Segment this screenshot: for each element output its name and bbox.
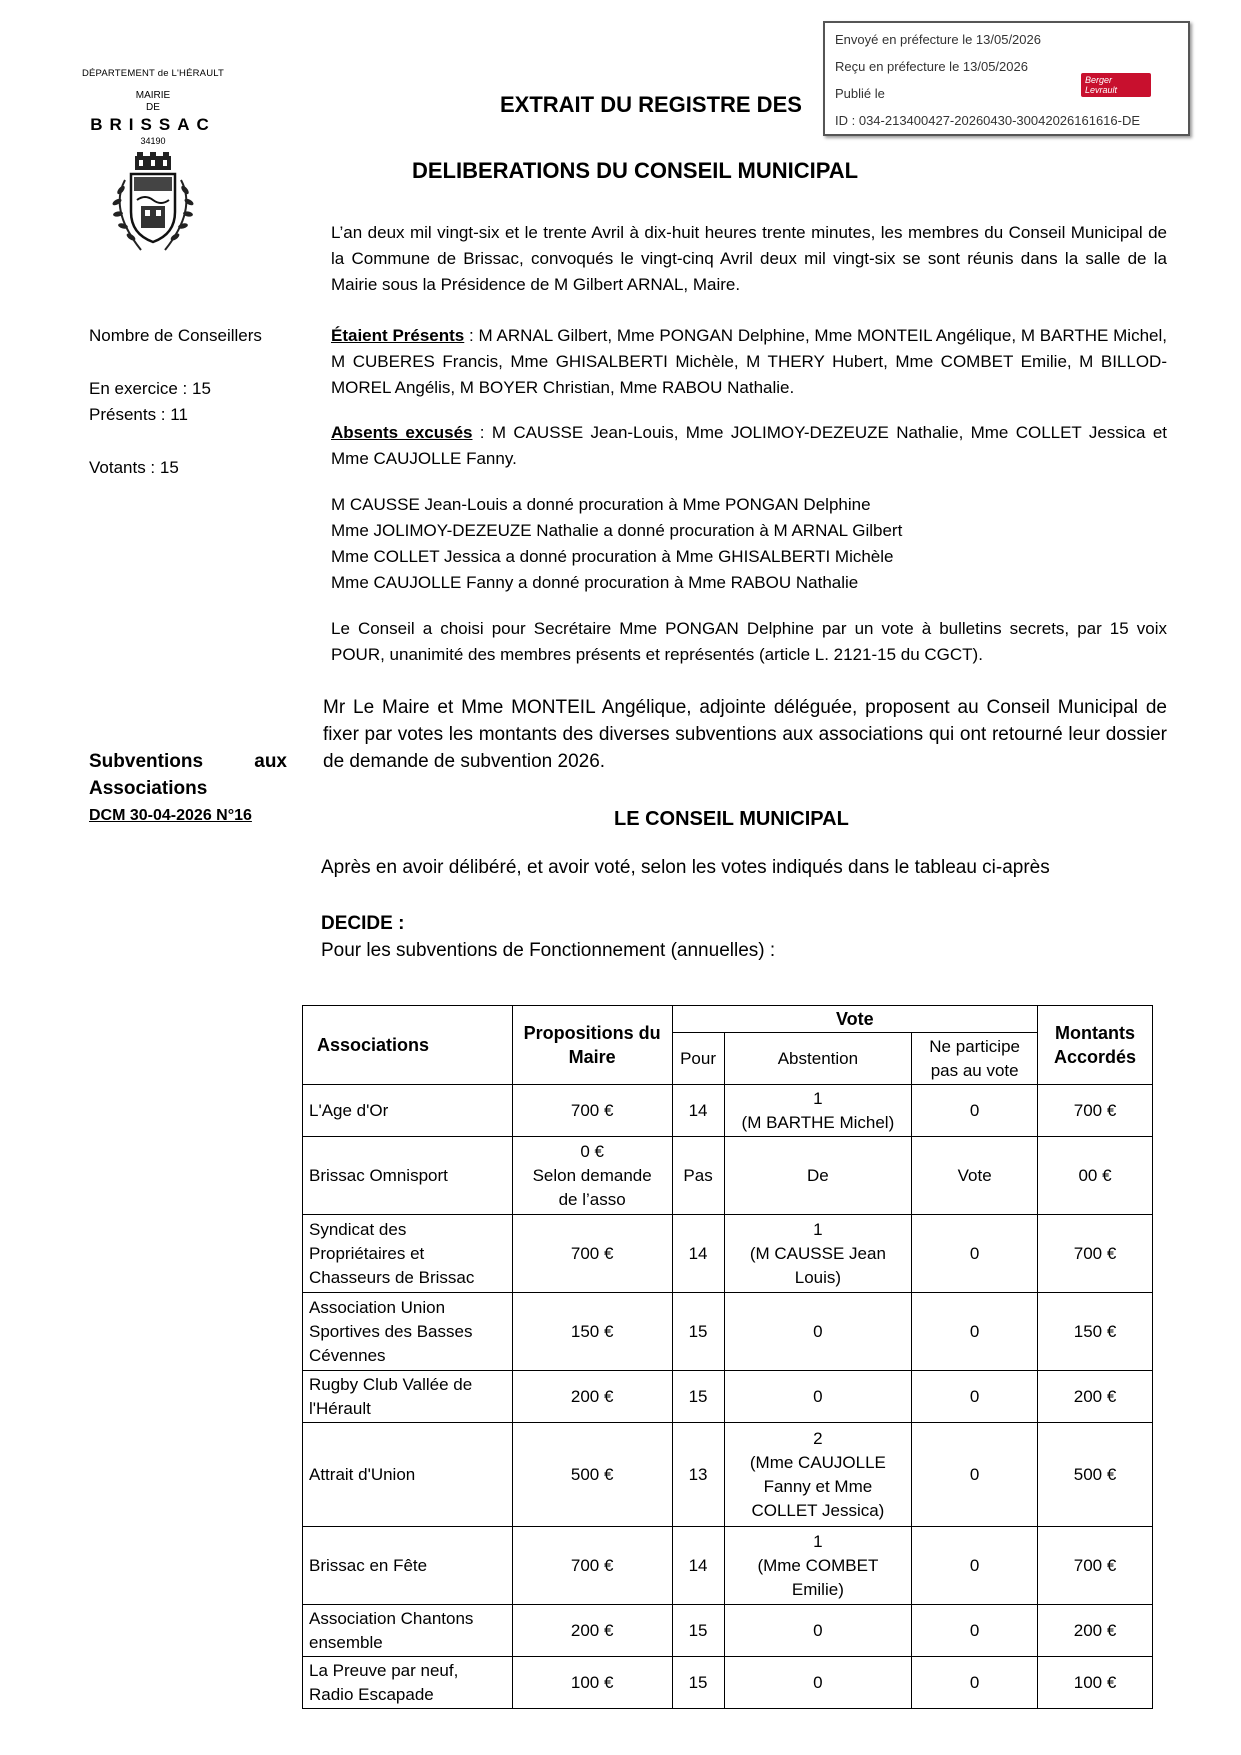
table-row <box>303 1657 1153 1709</box>
votants-count: Votants : 15 <box>89 458 179 477</box>
cell-pour: 15 <box>672 1605 724 1657</box>
cell-abst: 1 (M CAUSSE Jean Louis) <box>724 1215 912 1293</box>
cell-prop: 200 € <box>512 1605 672 1657</box>
subject-title: Subventions aux Associations DCM 30-04-2026 N°16 <box>89 748 287 829</box>
berger-levrault-logo: Berger Levrault <box>1081 73 1151 97</box>
table-row <box>303 1085 1153 1137</box>
cell-pour: Pas <box>672 1137 724 1215</box>
stamp-sent: Envoyé en préfecture le 13/05/2026 <box>835 32 1041 47</box>
cell-ne: 0 <box>912 1371 1038 1423</box>
header-pour: Pour <box>672 1033 724 1085</box>
procuration-line: Mme JOLIMOY-DEZEUZE Nathalie a donné procuration à M ARNAL Gilbert <box>331 521 903 540</box>
subventions-table <box>302 1005 1153 1709</box>
deliberation-reference: DCM 30-04-2026 N°16 <box>89 807 252 824</box>
stamp-published: Publié le <box>835 86 885 101</box>
presents-label: Étaient Présents <box>331 326 465 345</box>
table-row <box>303 1527 1153 1605</box>
cell-pour: 15 <box>672 1657 724 1709</box>
header-ne-participe: Ne participe pas au vote <box>912 1033 1038 1085</box>
table-row <box>303 1605 1153 1657</box>
table-row <box>303 1371 1153 1423</box>
presents-count: Présents : 11 <box>89 405 188 424</box>
cell-assoc: Brissac Omnisport <box>303 1137 513 1215</box>
cell-assoc: Association Chantons ensemble <box>303 1605 513 1657</box>
cell-ne: 0 <box>912 1527 1038 1605</box>
stamp-id: ID : 034-213400427-20260430-30042026161616-DE <box>835 113 1141 128</box>
cell-montant: 200 € <box>1038 1371 1153 1423</box>
page-subtitle: DELIBERATIONS DU CONSEIL MUNICIPAL <box>412 158 859 183</box>
header-propositions: Propositions du Maire <box>512 1006 672 1085</box>
cell-montant: 100 € <box>1038 1657 1153 1709</box>
cell-prop: 100 € <box>512 1657 672 1709</box>
conseil-heading: LE CONSEIL MUNICIPAL <box>614 808 849 830</box>
table-row <box>303 1215 1153 1293</box>
intro-paragraph: L’an deux mil vingt-six et le trente Avril à dix-huit heures trente minutes, les membres du Conseil Municipal de la Commune de Brissac, convoqués le vingt-cinq Avril deux mil vingt-six se sont réunis dans la salle de la Mairie sous la Présidence de M Gilbert ARNAL, Maire. <box>331 223 1167 294</box>
cell-abst: 1 (M BARTHE Michel) <box>724 1085 912 1137</box>
cell-abst: 0 <box>724 1371 912 1423</box>
cell-abst: 2 (Mme CAUJOLLE Fanny et Mme COLLET Jessica) <box>724 1423 912 1527</box>
absents-paragraph <box>331 420 1167 472</box>
stamp-received: Reçu en préfecture le 13/05/2026 <box>835 59 1028 74</box>
cell-montant: 150 € <box>1038 1293 1153 1371</box>
table-row <box>303 1137 1153 1215</box>
page-title: EXTRAIT DU REGISTRE DES <box>500 92 802 117</box>
cell-prop: 150 € <box>512 1293 672 1371</box>
table-row <box>303 1293 1153 1371</box>
header-vote: Vote <box>672 1006 1037 1033</box>
mairie-header <box>68 68 238 262</box>
cell-assoc: Brissac en Fête <box>303 1527 513 1605</box>
cell-ne: 0 <box>912 1215 1038 1293</box>
absents-label: Absents excusés <box>331 423 473 442</box>
cell-montant: 200 € <box>1038 1605 1153 1657</box>
cell-pour: 14 <box>672 1215 724 1293</box>
decide-heading: DECIDE : <box>321 913 405 934</box>
cell-pour: 15 <box>672 1293 724 1371</box>
cell-abst: 0 <box>724 1605 912 1657</box>
cell-ne: 0 <box>912 1293 1038 1371</box>
procuration-line: Mme CAUJOLLE Fanny a donné procuration à Mme RABOU Nathalie <box>331 573 859 592</box>
cell-montant: 700 € <box>1038 1085 1153 1137</box>
procuration-line: M CAUSSE Jean-Louis a donné procuration à Mme PONGAN Delphine <box>331 495 871 514</box>
cell-prop: 700 € <box>512 1215 672 1293</box>
header-associations: Associations <box>303 1006 513 1085</box>
municipal-crest-icon <box>101 150 205 262</box>
cell-abst: De <box>724 1137 912 1215</box>
apres-paragraph: Après en avoir délibéré, et avoir voté, selon les votes indiqués dans le tableau ci-après <box>321 857 1050 878</box>
cell-abst: 0 <box>724 1657 912 1709</box>
cell-assoc: L'Age d'Or <box>303 1085 513 1137</box>
cell-assoc: Syndicat des Propriétaires et Chasseurs de Brissac <box>303 1215 513 1293</box>
secretaire-paragraph: Le Conseil a choisi pour Secrétaire Mme PONGAN Delphine par un vote à bulletins secrets, par 15 voix POUR, unanimité des membres présents et représentés (article L. 2121-15 du CGCT). <box>331 619 1167 664</box>
cell-abst: 1 (Mme COMBET Emilie) <box>724 1527 912 1605</box>
cell-prop: 200 € <box>512 1371 672 1423</box>
cell-ne: 0 <box>912 1423 1038 1527</box>
cell-pour: 15 <box>672 1371 724 1423</box>
cell-montant: 500 € <box>1038 1423 1153 1527</box>
cell-montant: 00 € <box>1038 1137 1153 1215</box>
prefecture-stamp <box>823 21 1190 136</box>
mairie-label: MAIRIE DE <box>135 90 171 113</box>
department-name: DÉPARTEMENT de L'HÉRAULT <box>81 68 225 79</box>
town-name: BRISSAC <box>90 115 216 134</box>
cell-assoc: La Preuve par neuf, Radio Escapade <box>303 1657 513 1709</box>
cell-assoc: Rugby Club Vallée de l'Hérault <box>303 1371 513 1423</box>
presents-list: : M ARNAL Gilbert, Mme PONGAN Delphine, Mme MONTEIL Angélique, M BARTHE Michel, M CUBERES Francis, Mme GHISALBERTI Michèle, M THERY Hubert, Mme COMBET Emilie, M BILLOD-MOREL Angélis, M BOYER Christian, Mme RABOU Nathalie. <box>331 326 1167 397</box>
cell-montant: 700 € <box>1038 1215 1153 1293</box>
cell-prop: 0 € Selon demande de l’asso <box>512 1137 672 1215</box>
header-abstention: Abstention <box>724 1033 912 1085</box>
cell-montant: 700 € <box>1038 1527 1153 1605</box>
fonctionnement-label: Pour les subventions de Fonctionnement (annuelles) : <box>321 940 776 961</box>
table-row <box>303 1423 1153 1527</box>
procuration-line: Mme COLLET Jessica a donné procuration à Mme GHISALBERTI Michèle <box>331 547 894 566</box>
en-exercice-count: En exercice : 15 <box>89 379 211 398</box>
procurations-list <box>331 492 1167 596</box>
cell-ne: 0 <box>912 1657 1038 1709</box>
absents-list: : M CAUSSE Jean-Louis, Mme JOLIMOY-DEZEUZE Nathalie, Mme COLLET Jessica et Mme CAUJOLLE Fanny. <box>331 423 1167 468</box>
cell-prop: 700 € <box>512 1527 672 1605</box>
cell-pour: 14 <box>672 1085 724 1137</box>
cell-prop: 700 € <box>512 1085 672 1137</box>
cell-prop: 500 € <box>512 1423 672 1527</box>
cell-ne: Vote <box>912 1137 1038 1215</box>
cell-abst: 0 <box>724 1293 912 1371</box>
cell-ne: 0 <box>912 1085 1038 1137</box>
header-montants: Montants Accordés <box>1038 1006 1153 1085</box>
cell-assoc: Attrait d'Union <box>303 1423 513 1527</box>
cell-pour: 13 <box>672 1423 724 1527</box>
cell-pour: 14 <box>672 1527 724 1605</box>
conseillers-title: Nombre de Conseillers <box>89 326 262 345</box>
cell-assoc: Association Union Sportives des Basses Cévennes <box>303 1293 513 1371</box>
proposal-paragraph: Mr Le Maire et Mme MONTEIL Angélique, adjointe déléguée, proposent au Conseil Municipal de fixer par votes les montants des diverses subventions aux associations qui ont retourné leur dossier de demande de subvention 2026. <box>323 697 1167 772</box>
presents-paragraph <box>331 323 1167 401</box>
cell-ne: 0 <box>912 1605 1038 1657</box>
postal-code: 34190 <box>140 136 166 146</box>
